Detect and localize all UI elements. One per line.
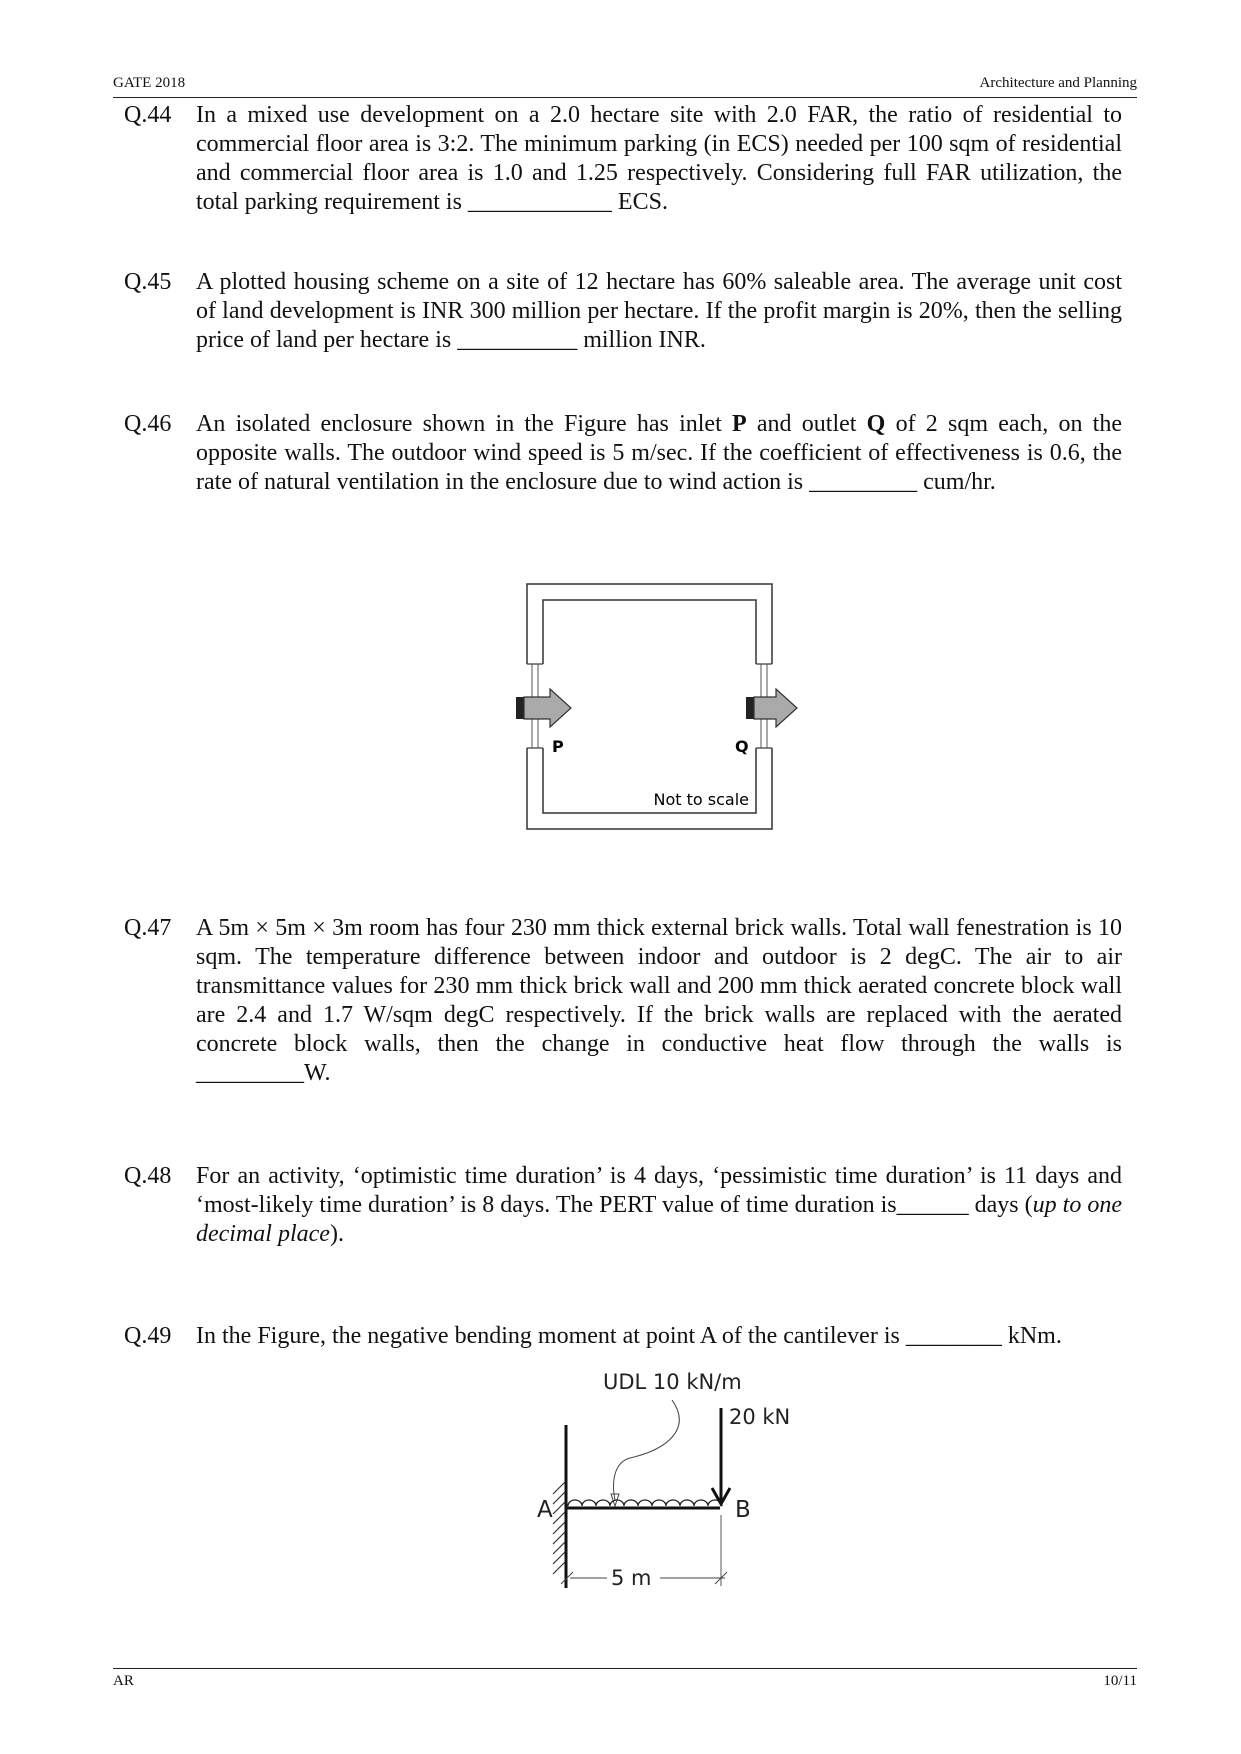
question-number: Q.44: [124, 102, 172, 128]
udl-loops: [568, 1500, 722, 1506]
inner-wall: [543, 600, 756, 813]
header-subject: Architecture and Planning: [979, 75, 1137, 91]
scale-note: Not to scale: [653, 790, 749, 809]
question-46: [124, 410, 1124, 497]
page-footer: [113, 1668, 1137, 1695]
page-header: [113, 75, 1137, 98]
page-number: 10/11: [1103, 1673, 1137, 1689]
question-45: [124, 268, 1124, 355]
question-text: In the Figure, the negative bending moment at point A of the cantilever is ________ kNm.: [196, 1323, 1062, 1349]
point-load-label: 20 kN: [729, 1405, 791, 1429]
span-label: 5 m: [611, 1566, 652, 1590]
question-text: In a mixed use development on a 2.0 hectare site with 2.0 FAR, the ratio of residential to commercial floor area is 3:2. The minimum parking (in ECS) needed per 100 sqm of residential and commercial floor area is 1.0 and 1.25 respectively. Considering full FAR utilization, the total parking requirement is ____________ ECS.: [196, 102, 1122, 215]
precision-note: up to one decimal place: [196, 1192, 1123, 1247]
question-text: A plotted housing scheme on a site of 12 hectare has 60% saleable area. The average unit cost of land development is INR 300 million per hectare. If the profit margin is 20%, then the selling price of land per hectare is __________ million INR.: [196, 269, 1122, 353]
question-text: A 5m × 5m × 3m room has four 230 mm thick external brick walls. Total wall fenestration is 10 sqm. The temperature difference between indoor and outdoor is 2 degC. The air to air transmittance values for 230 mm thick brick wall and 200 mm thick aerated concrete block wall are 2.4 and 1.7 W/sqm degC respectively. If the brick walls are replaced with the aerated concrete block walls, then the change in conductive heat flow through the walls is _________W.: [196, 915, 1122, 1086]
question-number: Q.47: [124, 915, 172, 941]
question-number: Q.46: [124, 411, 172, 437]
label-b: B: [735, 1497, 751, 1523]
question-44: [124, 101, 1124, 217]
figure-label-p: P: [552, 737, 564, 756]
question-number: Q.45: [124, 269, 172, 295]
udl-pointer: [614, 1400, 680, 1500]
question-47: [124, 914, 1124, 1088]
label-a: A: [537, 1497, 553, 1523]
header-exam: GATE 2018: [113, 75, 186, 91]
question-text: An isolated enclosure shown in the Figure has inlet P and outlet Q of 2 sqm each, on the opposite walls. The outdoor wind speed is 5 m/sec. If the coefficient of effectiveness is 0.6, the rate of natural ventilation in the enclosure due to wind action is _________ cum/hr.: [196, 411, 1123, 495]
outlet-label: Q: [866, 411, 886, 437]
enclosure-figure: [515, 580, 805, 840]
inlet-label: P: [731, 411, 747, 437]
cantilever-figure: [515, 1360, 815, 1600]
question-number: Q.49: [124, 1323, 172, 1349]
question-48: [124, 1162, 1124, 1249]
question-text: For an activity, ‘optimistic time duration’ is 4 days, ‘pessimistic time duration’ is 11 days and ‘most-likely time duration’ is 8 days. The PERT value of time duration is______ days (up to one decimal place).: [196, 1163, 1123, 1247]
wall-hatch: [553, 1482, 565, 1574]
footer-paper-code: AR: [113, 1673, 134, 1689]
question-number: Q.48: [124, 1163, 172, 1189]
figure-label-q: Q: [735, 737, 749, 756]
udl-label: UDL 10 kN/m: [603, 1370, 742, 1394]
question-49: [124, 1322, 1124, 1351]
